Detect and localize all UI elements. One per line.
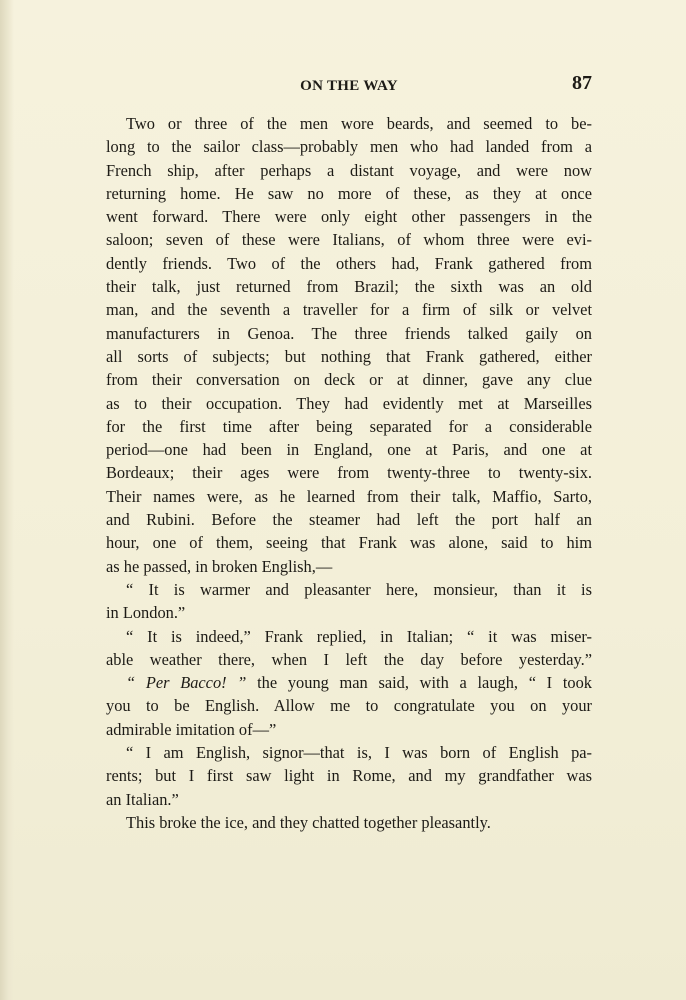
text-line	[106, 135, 592, 158]
text-line	[106, 182, 592, 205]
line-text: admirable imitation of—”	[106, 719, 277, 739]
text-line	[106, 159, 592, 182]
page-gutter-shadow	[0, 0, 14, 1000]
text-line	[106, 112, 592, 135]
line-text: as he passed, in broken English,—	[106, 556, 333, 576]
running-header	[106, 70, 592, 100]
line-text: saloon; seven of these were Italians, of whom three were evi-	[106, 230, 592, 250]
text-line	[106, 368, 592, 391]
line-text: “ I am English, signor—that is, I was born of English pa-	[126, 743, 592, 763]
line-text: for the first time after being separated for a considerable	[106, 416, 592, 436]
text-line	[106, 671, 592, 694]
text-line	[106, 718, 592, 741]
text-line	[106, 298, 592, 321]
text-line	[106, 322, 592, 345]
text-line	[106, 228, 592, 251]
chapter-title: ON THE WAY	[300, 78, 398, 94]
line-text: rents; but I first saw light in Rome, and my grandfather was	[106, 766, 592, 786]
line-text: from their conversation on deck or at dinner, gave any clue	[106, 370, 592, 390]
italic-phrase: “ Per Bacco! ”	[126, 673, 247, 693]
line-text: Bordeaux; their ages were from twenty-three to twenty-six.	[106, 463, 592, 483]
text-line	[106, 625, 592, 648]
text-line	[106, 461, 592, 484]
line-text: period—one had been in England, one at Paris, and one at	[106, 440, 592, 460]
line-text: dently friends. Two of the others had, Frank gathered from	[106, 253, 592, 273]
line-text: manufacturers in Genoa. The three friends talked gaily on	[106, 323, 592, 343]
line-text: returning home. He saw no more of these, as they at once	[106, 183, 592, 203]
text-line	[106, 345, 592, 368]
line-text: as to their occupation. They had evidently met at Marseilles	[106, 393, 592, 413]
text-line	[106, 764, 592, 787]
line-text: able weather there, when I left the day before yesterday.”	[106, 649, 592, 669]
text-line	[106, 205, 592, 228]
line-text: an Italian.”	[106, 789, 179, 809]
text-line	[106, 741, 592, 764]
text-line	[106, 555, 592, 578]
line-text: “ It is indeed,” Frank replied, in Italian; “ it was miser-	[126, 626, 592, 646]
line-text: all sorts of subjects; but nothing that Frank gathered, either	[106, 346, 592, 366]
line-text: This broke the ice, and they chatted together pleasantly.	[126, 812, 491, 832]
text-line	[106, 415, 592, 438]
text-line	[106, 811, 592, 834]
line-text: and Rubini. Before the steamer had left the port half an	[106, 510, 592, 530]
text-line	[106, 485, 592, 508]
text-line	[106, 392, 592, 415]
text-line	[106, 694, 592, 717]
text-line	[106, 438, 592, 461]
line-text: French ship, after perhaps a distant voyage, and were now	[106, 160, 592, 180]
text-line	[106, 648, 592, 671]
line-text: you to be English. Allow me to congratulate you on your	[106, 696, 592, 716]
text-line	[106, 788, 592, 811]
line-text: went forward. There were only eight other passengers in the	[106, 207, 592, 227]
text-line	[106, 508, 592, 531]
line-text: the young man said, with a laugh, “ I took	[246, 673, 592, 693]
line-text: “ It is warmer and pleasanter here, monsieur, than it is	[126, 579, 592, 599]
line-text: hour, one of them, seeing that Frank was alone, said to him	[106, 533, 592, 553]
line-text: their talk, just returned from Brazil; the sixth was an old	[106, 277, 592, 297]
page-number: 87	[572, 72, 592, 94]
text-line	[106, 531, 592, 554]
line-text: Two or three of the men wore beards, and seemed to be-	[126, 114, 592, 133]
body-text	[106, 112, 592, 834]
line-text: man, and the seventh a traveller for a firm of silk or velvet	[106, 300, 592, 320]
text-line	[106, 601, 592, 624]
text-line	[106, 578, 592, 601]
line-text: Their names were, as he learned from their talk, Maffio, Sarto,	[106, 486, 592, 506]
text-line	[106, 252, 592, 275]
text-line	[106, 275, 592, 298]
line-text: long to the sailor class—probably men who had landed from a	[106, 137, 592, 157]
line-text: in London.”	[106, 603, 186, 623]
